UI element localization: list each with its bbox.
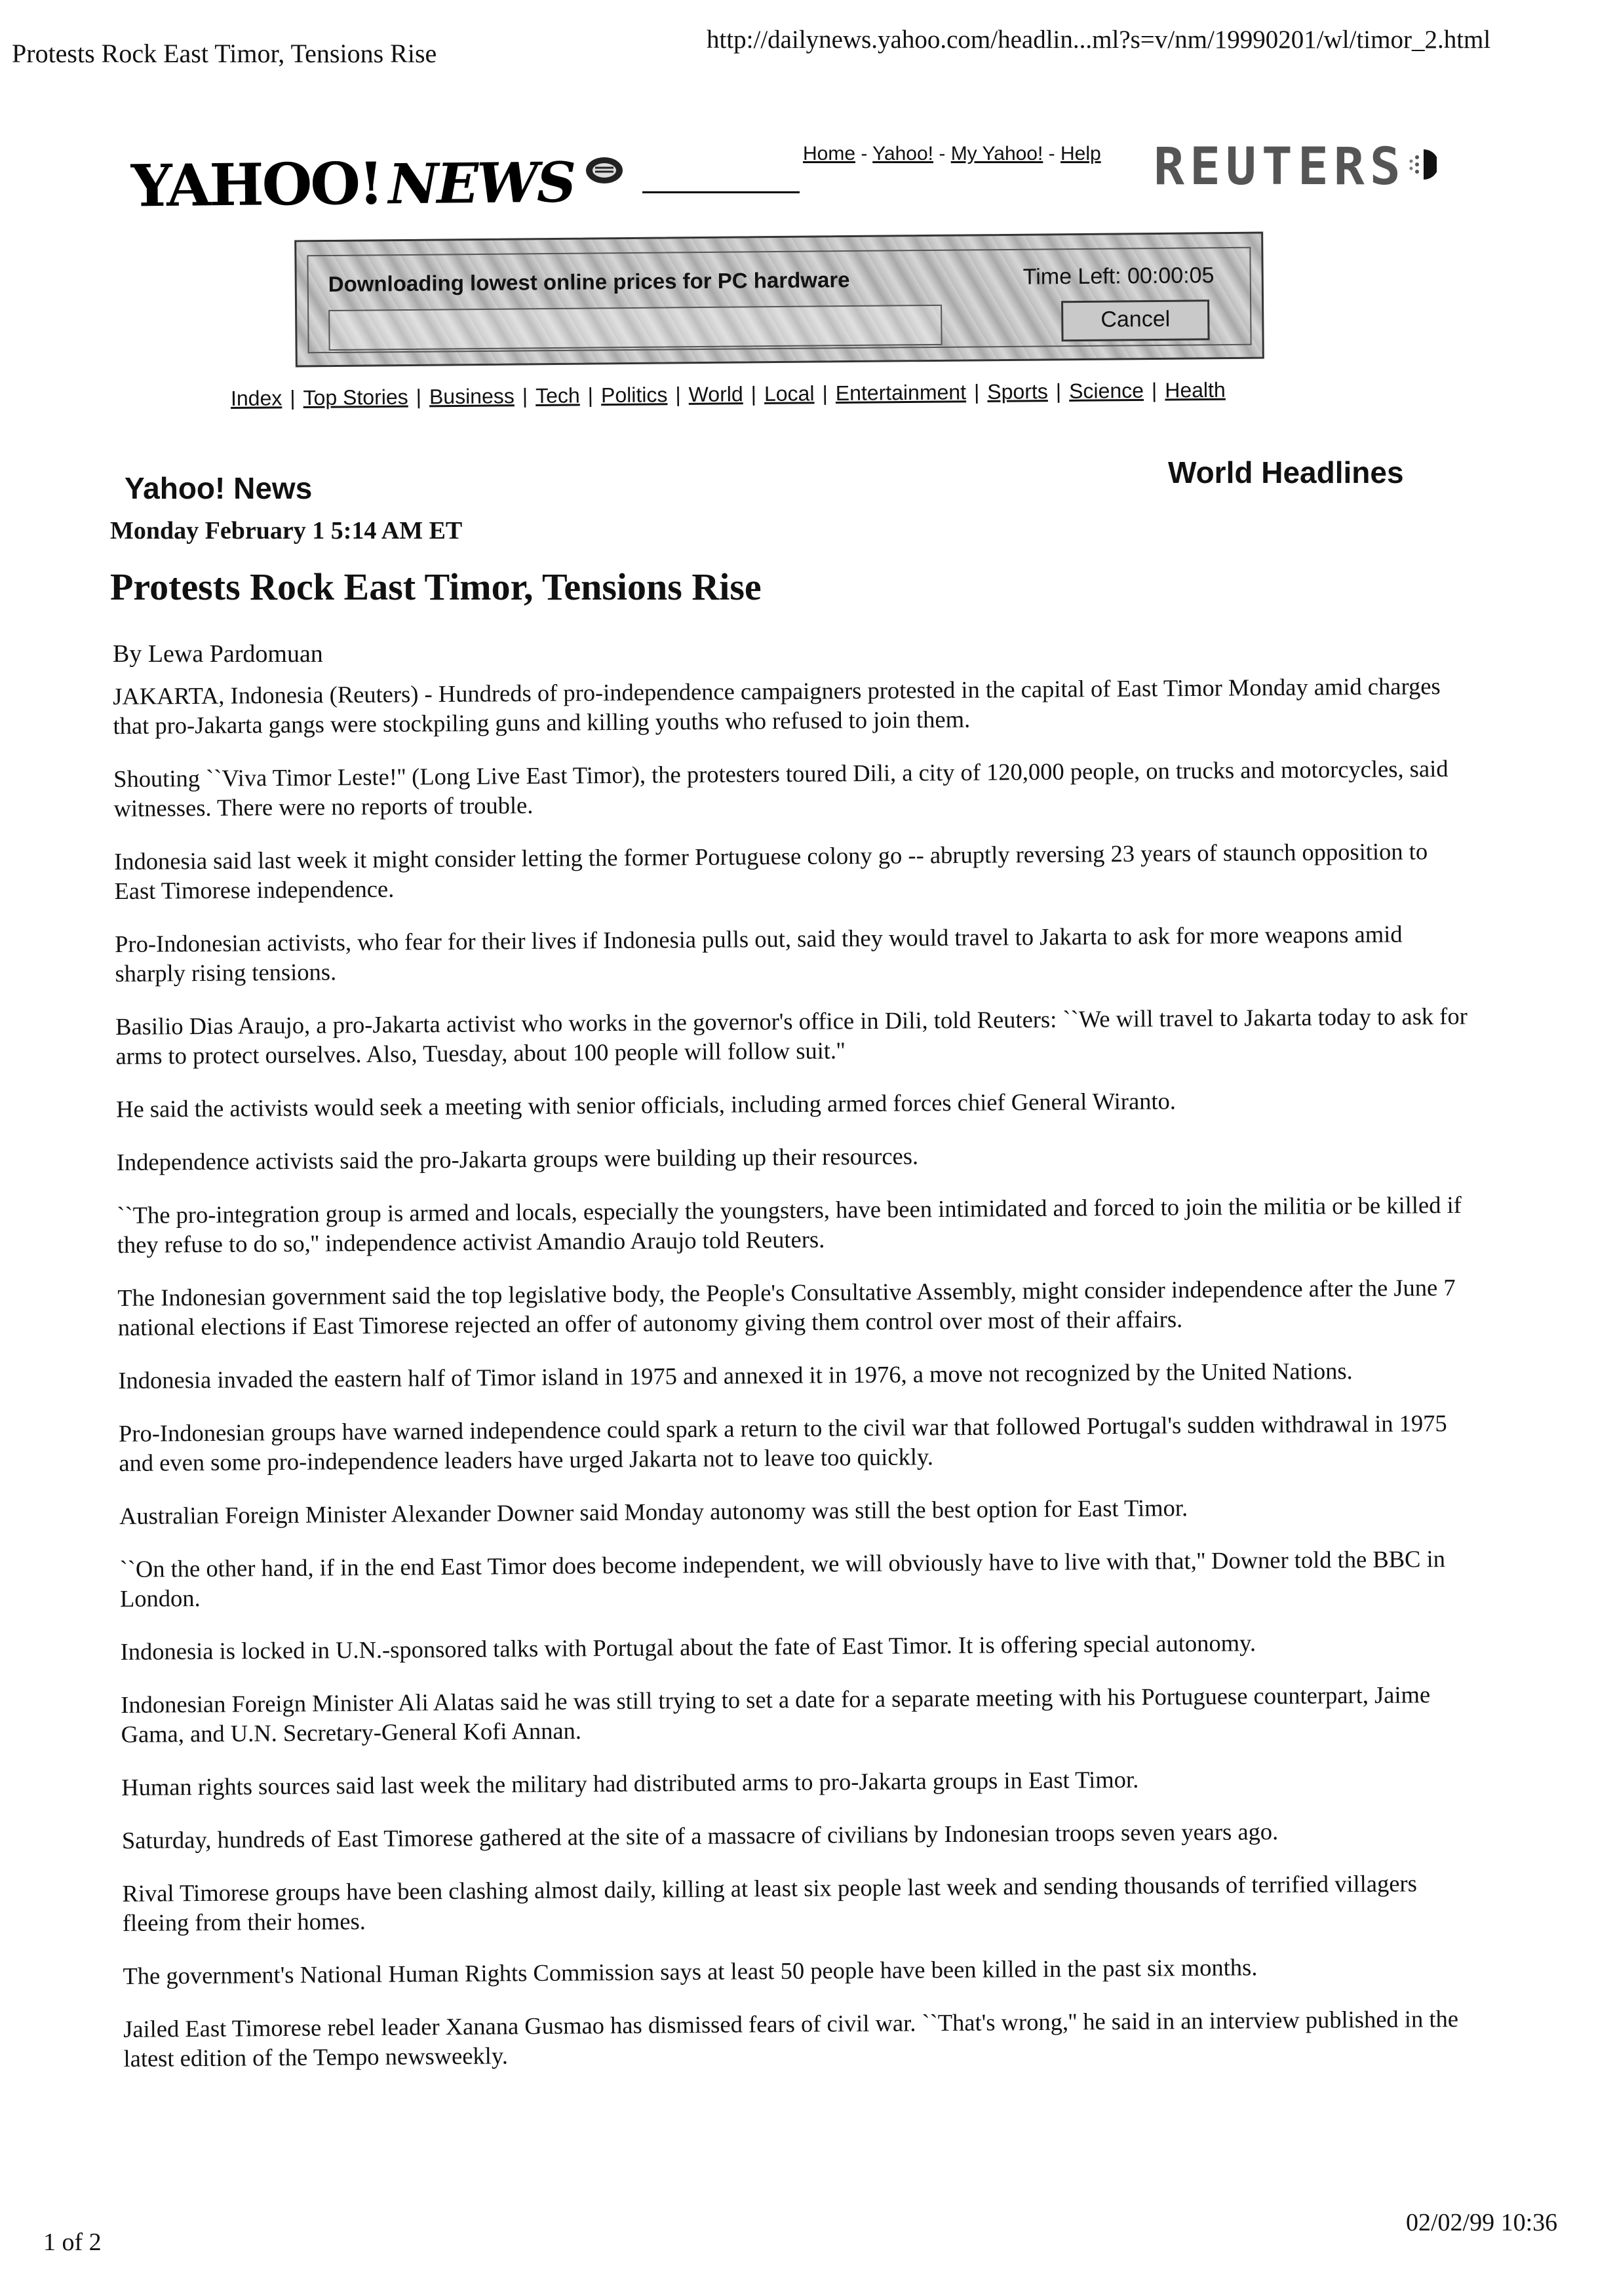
section-nav-entertainment[interactable]: Entertainment — [835, 380, 967, 405]
article-paragraph: Pro-Indonesian activists, who fear for their lives if Indonesia pulls out, said they would travel to Jakarta to ask for more weapons amid sharply rising tensions. — [114, 920, 1403, 987]
yahoo-news-logo[interactable] — [130, 147, 574, 220]
section-nav-politics[interactable]: Politics — [600, 383, 668, 408]
article-paragraph: Basilio Dias Araujo, a pro-Jakarta activist who works in the governor's office in Dili, told Reuters: ``We will travel to Jakarta today to ask for arms to protect ourselves. Also, Tuesday, about 100 people will follow suit.'' — [115, 1002, 1468, 1069]
reuters-dot-icon — [1408, 148, 1437, 181]
logo-brand: YAHOO! — [130, 149, 383, 220]
top-nav-yahoo[interactable]: Yahoo! — [872, 143, 934, 164]
print-header-title: Protests Rock East Timor, Tensions Rise — [12, 39, 437, 68]
top-nav-help[interactable]: Help — [1060, 143, 1101, 164]
site-label: Yahoo! News — [125, 471, 313, 505]
banner-time-left: Time Left: 00:00:05 — [1022, 263, 1215, 290]
article-paragraph: Indonesia invaded the eastern half of Timor island in 1975 and annexed it in 1976, a move not recognized by the United Nations. — [118, 1357, 1353, 1394]
article-paragraph: Saturday, hundreds of East Timorese gathered at the site of a massacre of civilians by Indonesian troops seven years ago. — [121, 1818, 1279, 1854]
article-paragraph: Pro-Indonesian groups have warned independence could spark a return to the civil war that followed Portugal's sudden withdrawal in 1975 and even some pro-independence leaders have urged Jakarta not to leave too quickly. — [118, 1409, 1447, 1476]
top-nav-my-yahoo[interactable]: My Yahoo! — [950, 143, 1043, 164]
article-body — [113, 671, 1481, 2097]
print-header-url: http://dailynews.yahoo.com/headlin...ml?s=v/nm/19990201/wl/timor_2.html — [707, 26, 1491, 54]
section-nav-top-stories[interactable]: Top Stories — [303, 385, 408, 410]
dateline: Monday February 1 5:14 AM ET — [110, 517, 463, 545]
section-nav-sports[interactable]: Sports — [987, 379, 1048, 404]
article-paragraph: Shouting ``Viva Timor Leste!'' (Long Live East Timor), the protesters toured Dili, a city of 120,000 people, on trucks and motorcycles, said witnesses. There were no reports of trouble. — [113, 755, 1449, 822]
section-nav-local[interactable]: Local — [764, 381, 815, 406]
logo-section: NEWS — [388, 149, 575, 217]
section-nav-world[interactable]: World — [688, 382, 743, 406]
section-nav-tech[interactable]: Tech — [535, 383, 580, 408]
article-paragraph: The Indonesian government said the top legislative body, the People's Consultative Assembly, might consider independence after the June 7 national elections if East Timorese rejected an offer of autonomy giving them control over most of their affairs. — [117, 1273, 1456, 1341]
article-paragraph: Indonesia is locked in U.N.-sponsored talks with Portugal about the fate of East Timor. It is offering special autonomy. — [120, 1629, 1256, 1665]
article-paragraph: He said the activists would seek a meeting with senior officials, including armed forces chief General Wiranto. — [115, 1087, 1177, 1122]
article-paragraph: JAKARTA, Indonesia (Reuters) - Hundreds of pro-independence campaigners protested in the capital of East Timor Monday amid charges that pro-Jakarta gangs were stockpiling guns and killing youths who refused to join them. — [113, 672, 1441, 739]
article-paragraph: ``On the other hand, if in the end East Timor does become independent, we will obviously have to live with that,'' Downer told the BBC in London. — [119, 1545, 1446, 1612]
headline: Protests Rock East Timor, Tensions Rise — [110, 565, 762, 608]
reuters-logo: REUTERS — [1154, 138, 1406, 197]
article-paragraph: Indonesia said last week it might consider letting the former Portuguese colony go -- abruptly reversing 23 years of staunch opposition to East Timorese independence. — [113, 837, 1428, 904]
article-paragraph: Human rights sources said last week the military had distributed arms to pro-Jakarta groups in East Timor. — [121, 1765, 1139, 1801]
banner-text: Downloading lowest online prices for PC hardware — [328, 267, 850, 297]
section-nav-health[interactable]: Health — [1165, 377, 1226, 402]
article-paragraph: Rival Timorese groups have been clashing almost daily, killing at least six people last week and sending thousands of terrified villagers fleeing from their homes. — [122, 1869, 1417, 1936]
top-nav: Home - Yahoo! - My Yahoo! - Help — [803, 143, 1101, 164]
article-paragraph: ``The pro-integration group is armed and locals, especially the youngsters, have been intimidated and forced to join the militia or be killed if they refuse to do so,'' independence activist Amandio Araujo told Reuters. — [117, 1191, 1462, 1258]
article-paragraph: The government's National Human Rights Commission says at least 50 people have been killed in the past six months. — [123, 1953, 1258, 1989]
article-paragraph: Indonesian Foreign Minister Ali Alatas said he was still trying to set a date for a separate meeting with his Portuguese counterpart, Jaime Gama, and U.N. Secretary-General Kofi Annan. — [121, 1681, 1431, 1748]
banner-frame — [307, 247, 1251, 354]
ad-banner[interactable] — [294, 232, 1264, 368]
top-nav-home[interactable]: Home — [803, 143, 856, 164]
byline: By Lewa Pardomuan — [113, 640, 323, 668]
article-paragraph: Australian Foreign Minister Alexander Downer said Monday autonomy was still the best option for East Timor. — [119, 1494, 1188, 1529]
section-label: World Headlines — [1168, 455, 1404, 489]
print-footer-datetime: 02/02/99 10:36 — [1406, 2209, 1558, 2236]
section-nav-business[interactable]: Business — [429, 384, 515, 409]
print-footer-page: 1 of 2 — [43, 2229, 102, 2256]
newspaper-roll-icon — [583, 153, 625, 187]
banner-cancel-button[interactable]: Cancel — [1061, 299, 1210, 341]
logo-underline — [642, 191, 800, 193]
article-paragraph: Independence activists said the pro-Jakarta groups were building up their resources. — [116, 1142, 919, 1176]
section-nav-index[interactable]: Index — [230, 386, 282, 410]
banner-progress-bar — [328, 305, 943, 351]
section-nav: Index | Top Stories | Business | Tech | Politics | World | Local | Entertainment | Sports | Science | Health — [230, 377, 1226, 410]
article-paragraph: Jailed East Timorese rebel leader Xanana Gusmao has dismissed fears of civil war. ``That's wrong,'' he said in an interview published in the latest edition of the Tempo newsweekly. — [123, 2004, 1459, 2072]
section-nav-science[interactable]: Science — [1068, 378, 1144, 403]
